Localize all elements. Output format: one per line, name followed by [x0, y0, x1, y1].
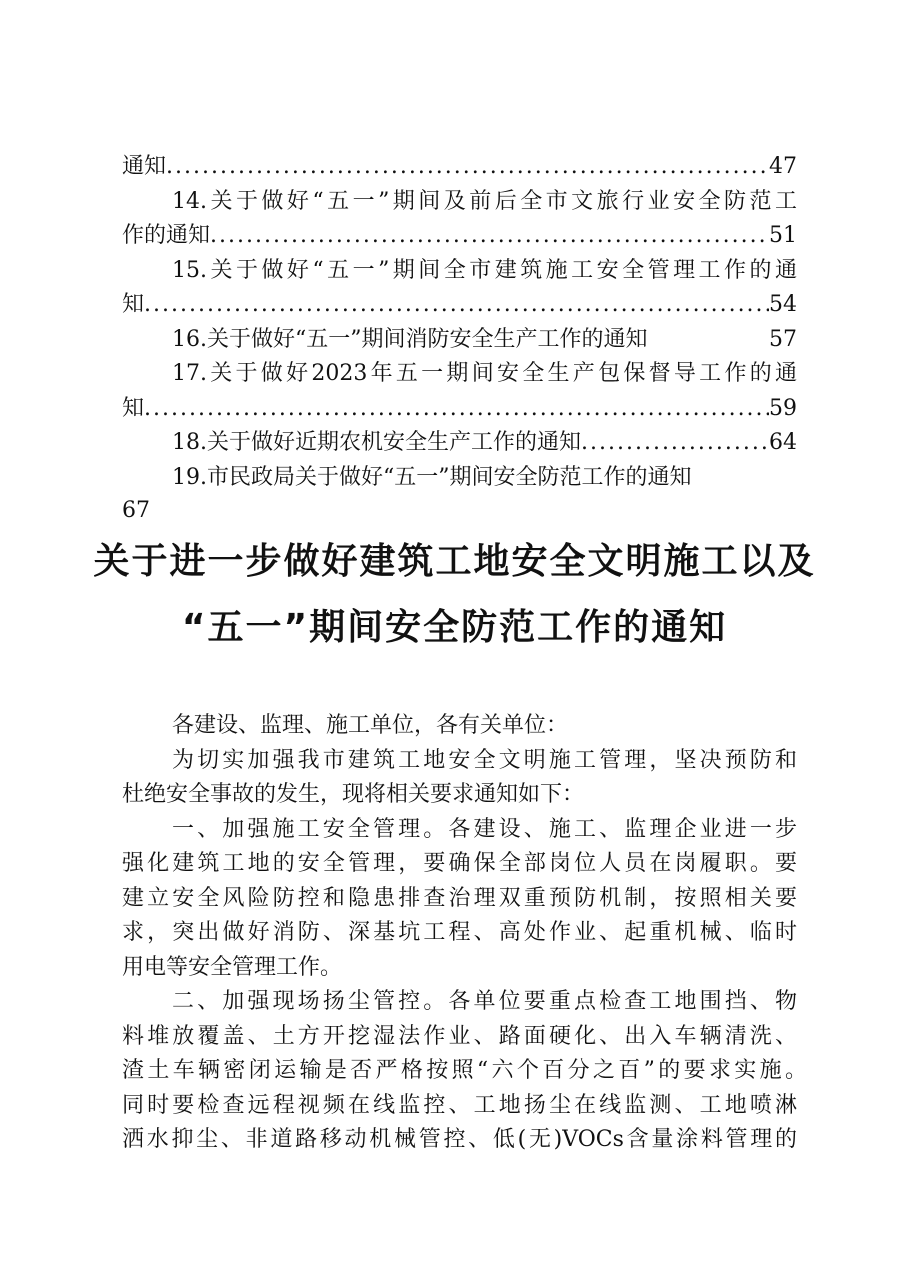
toc-leader-dots: [210, 219, 769, 253]
section2-line-2: 料堆放覆盖、土方开挖湿法作业、路面硬化、出入车辆清洗、: [122, 1024, 797, 1049]
toc-item-text: 知: [122, 396, 145, 421]
toc-item-14-line1[interactable]: 14.关于做好“五一”期间及前后全市文旅行业安全防范工: [172, 189, 797, 214]
section2-line-3: 渣土车辆密闭运输是否严格按照“六个百分之百”的要求实施。: [122, 1058, 807, 1083]
article-title-line2: “五一”期间安全防范工作的通知: [181, 607, 728, 648]
toc-item-19-page-number[interactable]: 67: [122, 498, 150, 523]
section1-line-5: 用电等安全管理工作。: [122, 955, 343, 980]
salutation: 各建设、监理、施工单位，各有关单位：: [172, 713, 569, 738]
toc-page-number: 64: [769, 430, 797, 455]
toc-item-text: 18.关于做好近期农机安全生产工作的通知: [172, 430, 581, 455]
article-title-line1: 关于进一步做好建筑工地安全文明施工以及: [93, 541, 816, 582]
toc-item-text: 作的通知: [122, 223, 211, 248]
toc-page-number: 59: [769, 396, 797, 421]
intro-line-2: 杜绝安全事故的发生，现将相关要求通知如下：: [122, 782, 585, 807]
toc-page-number: 51: [769, 223, 797, 248]
toc-item-text: 16.关于做好“五一”期间消防安全生产工作的通知: [172, 327, 648, 352]
toc-item-text: 知: [122, 292, 145, 317]
toc-item-15-line1[interactable]: 15.关于做好“五一”期间全市建筑施工安全管理工作的通: [172, 258, 797, 283]
section2-line-4: 同时要检查远程视频在线监控、工地扬尘在线监测、工地喷淋: [122, 1093, 797, 1118]
toc-item-14-line2[interactable]: [122, 219, 797, 253]
section1-line-4: 求，突出做好消防、深基坑工程、高处作业、起重机械、临时: [122, 920, 797, 945]
section1-line-3: 建立安全风险防控和隐患排查治理双重预防机制，按照相关要: [122, 886, 797, 911]
toc-item-13-tail[interactable]: [122, 150, 797, 184]
toc-leader-dots: [166, 150, 769, 184]
section2-line-1: 二、加强现场扬尘管控。各单位要重点检查工地围挡、物: [172, 989, 797, 1014]
toc-leader-dots: [581, 426, 769, 460]
toc-item-15-line2[interactable]: [122, 288, 797, 322]
intro-line-1: 为切实加强我市建筑工地安全文明施工管理，坚决预防和: [172, 748, 797, 773]
section2-line-5: 洒水抑尘、非道路移动机械管控、低(无)VOCs含量涂料管理的: [122, 1127, 797, 1152]
toc-item-18[interactable]: [172, 426, 797, 460]
toc-page-number: 54: [769, 292, 797, 317]
section1-line-1: 一、加强施工安全管理。各建设、施工、监理企业进一步: [172, 817, 797, 842]
toc-item-19-line1[interactable]: 19.市民政局关于做好“五一”期间安全防范工作的通知: [172, 465, 692, 490]
section1-line-2: 强化建筑工地的安全管理，要确保全部岗位人员在岗履职。要: [122, 851, 797, 876]
toc-page-number: 57: [769, 327, 797, 352]
toc-leader-dots: [144, 392, 769, 426]
toc-item-17-line2[interactable]: [122, 392, 797, 426]
toc-item-text: 通知: [122, 154, 167, 179]
toc-page-number: 47: [769, 154, 797, 179]
toc-item-16[interactable]: [172, 323, 797, 357]
toc-leader-dots: [144, 288, 769, 322]
toc-item-17-line1[interactable]: 17.关于做好2023年五一期间安全生产包保督导工作的通: [172, 361, 797, 386]
